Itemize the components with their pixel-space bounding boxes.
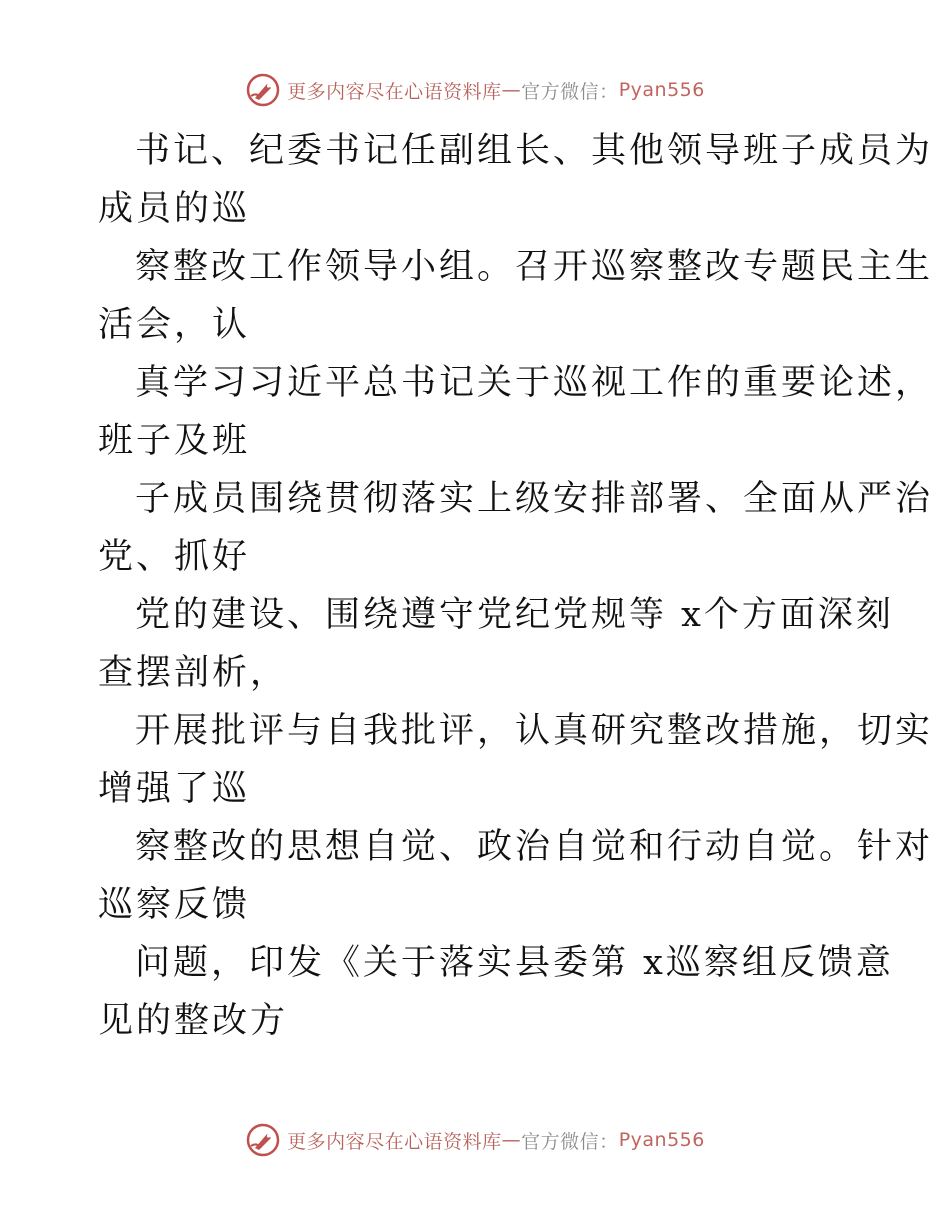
text-line: 子成员围绕贯彻落实上级安排部署、全面从严治 bbox=[135, 479, 934, 519]
text-line: 党、抓好 bbox=[98, 537, 251, 577]
text-line: 察整改工作领导小组。召开巡察整改专题民主生 bbox=[135, 247, 934, 287]
text-line: 班子及班 bbox=[98, 421, 251, 461]
text-line: 成员的巡 bbox=[98, 189, 251, 229]
watermark-label: 官方微信： bbox=[521, 80, 619, 103]
text-line: 党的建设、围绕遵守党纪党规等 x个方面深刻 bbox=[135, 595, 894, 635]
text-line: 见的整改方 bbox=[98, 1001, 289, 1041]
text-line: 活会，认 bbox=[98, 305, 251, 345]
watermark-banner-top bbox=[0, 72, 950, 108]
watermark-main-text: 更多内容尽在心语资料库 bbox=[287, 80, 502, 103]
text-line: 查摆剖析， bbox=[98, 653, 289, 693]
text-line: 书记、纪委书记任副组长、其他领导班子成员为 bbox=[135, 131, 934, 171]
watermark-wechat-id: Pyan556 bbox=[618, 1129, 705, 1151]
text-line: 察整改的思想自觉、政治自觉和行动自觉。针对 bbox=[135, 827, 934, 867]
watermark-dash: — bbox=[501, 79, 522, 101]
text-line: 问题，印发《关于落实县委第 x巡察组反馈意 bbox=[135, 943, 894, 983]
pen-nib-logo-icon bbox=[245, 72, 281, 108]
text-line: 增强了巡 bbox=[98, 769, 251, 809]
document-body bbox=[98, 122, 934, 1050]
pen-nib-logo-icon bbox=[245, 1122, 281, 1158]
watermark-dash: — bbox=[501, 1129, 522, 1151]
text-line: 真学习习近平总书记关于巡视工作的重要论述， bbox=[135, 363, 934, 403]
text-line: 巡察反馈 bbox=[98, 885, 251, 925]
text-line: 开展批评与自我批评，认真研究整改措施，切实 bbox=[135, 711, 934, 751]
watermark-main-text: 更多内容尽在心语资料库 bbox=[287, 1130, 502, 1153]
watermark-banner-bottom bbox=[0, 1122, 950, 1158]
watermark-label: 官方微信： bbox=[521, 1130, 619, 1153]
watermark-wechat-id: Pyan556 bbox=[618, 79, 705, 101]
